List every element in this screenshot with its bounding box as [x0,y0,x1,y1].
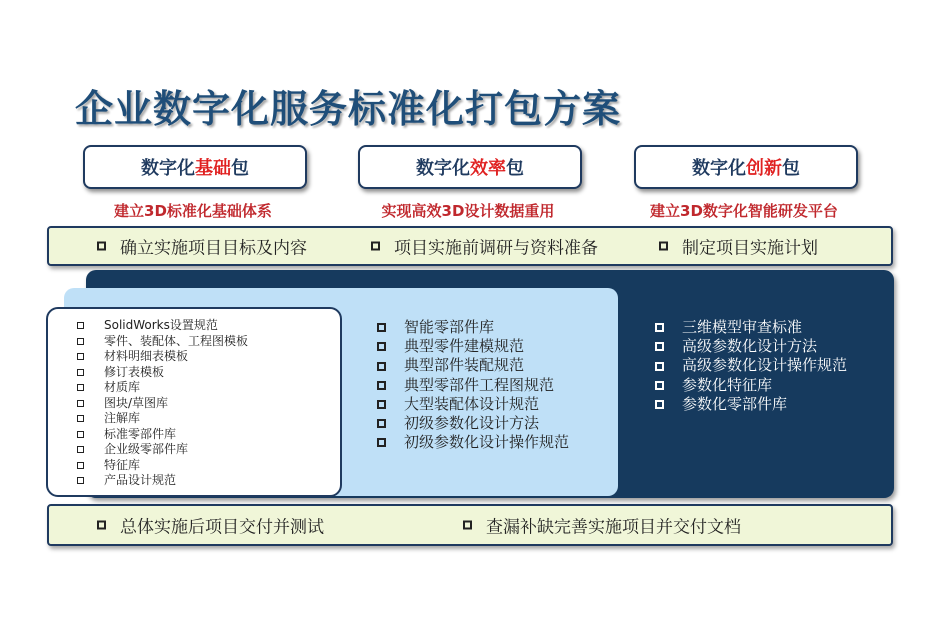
list-item [655,337,847,356]
checkbox-icon [377,342,386,351]
bottom-phase-band [47,504,893,546]
list-item-label: 高级参数化设计方法 [682,337,818,356]
checkbox-icon [77,462,84,469]
bottom-band-item-label: 查漏补缺完善实施项目并交付文档 [486,517,741,538]
checkbox-icon [377,419,386,428]
bottom-band-item [97,513,324,538]
list-item-label: 三维模型审查标准 [682,318,803,336]
package-efficiency-title [358,145,582,189]
package-highlight: 效率 [470,158,506,179]
list-item [377,414,569,433]
checkbox-icon [655,381,664,390]
list-item [377,318,569,337]
list-item-label: 参数化零部件库 [682,394,788,413]
package-prefix: 数字化 [692,158,746,179]
checkbox-icon [377,362,386,371]
list-item [377,356,569,375]
top-band-item-label: 制定项目实施计划 [682,238,818,259]
checkbox-icon [463,521,472,530]
top-band-item-label: 项目实施前调研与资料准备 [394,238,598,259]
list-item [77,396,248,412]
package-prefix: 数字化 [416,158,470,179]
list-item-label: 特征库 [104,457,141,472]
innovation-items-list [655,318,847,414]
checkbox-icon [377,438,386,447]
checkbox-icon [77,431,84,438]
list-item [655,395,847,414]
list-item [77,473,248,489]
package-highlight: 基础 [195,158,231,179]
checkbox-icon [655,400,664,409]
list-item-label: 图块/草图库 [104,395,169,410]
list-item [77,458,248,474]
checkbox-icon [77,477,84,484]
package-basic-title [83,145,307,189]
list-item [77,427,248,443]
list-item-label: 典型部件装配规范 [404,356,525,375]
list-item [655,376,847,395]
top-band-item [371,234,598,259]
list-item-label: 大型装配体设计规范 [404,394,540,413]
list-item [77,318,248,334]
bottom-band-item [463,513,741,538]
top-band-item [97,234,307,259]
top-band-item [659,234,818,259]
basic-items-list [77,318,248,489]
package-suffix: 包 [782,158,800,179]
list-item [77,380,248,396]
page-title: 企业数字化服务标准化打包方案 [75,87,622,131]
checkbox-icon [77,415,84,422]
package-suffix: 包 [506,158,524,179]
list-item [77,365,248,381]
checkbox-icon [377,323,386,332]
list-item-label: 零件、装配体、工程图模板 [104,333,249,348]
package-suffix: 包 [231,158,249,179]
checkbox-icon [377,381,386,390]
list-item-label: 高级参数化设计操作规范 [682,356,848,375]
list-item-label: 修订表模板 [104,364,165,379]
list-item-label: 初级参数化设计方法 [404,414,540,433]
package-innovation-title [634,145,858,189]
checkbox-icon [77,400,84,407]
list-item-label: 材料明细表模板 [104,349,189,363]
list-item [655,356,847,375]
list-item [77,334,248,350]
list-item-label: 智能零部件库 [404,318,495,336]
checkbox-icon [77,369,84,376]
list-item-label: 注解库 [104,411,141,425]
package-innovation-subtitle: 建立3D数字化智能研发平台 [650,202,838,220]
list-item [655,318,847,337]
package-basic-subtitle: 建立3D标准化基础体系 [114,202,272,220]
list-item [377,433,569,452]
bottom-band-item-label: 总体实施后项目交付并测试 [120,517,324,538]
checkbox-icon [77,446,84,453]
checkbox-icon [77,353,84,360]
checkbox-icon [655,362,664,371]
efficiency-items-list [377,318,569,452]
checkbox-icon [659,242,668,251]
list-item-label: 标准零部件库 [104,426,177,441]
checkbox-icon [371,242,380,251]
checkbox-icon [77,338,84,345]
checkbox-icon [77,384,84,391]
top-phase-band [47,226,893,266]
list-item [377,376,569,395]
list-item-label: 参数化特征库 [682,375,773,394]
list-item-label: 材质库 [104,380,141,394]
list-item-label: 典型零部件工程图规范 [404,375,555,394]
list-item [77,349,248,365]
list-item-label: SolidWorks设置规范 [104,318,218,332]
checkbox-icon [655,323,664,332]
top-band-item-label: 确立实施项目目标及内容 [120,238,307,259]
package-highlight: 创新 [746,158,782,179]
checkbox-icon [97,521,106,530]
list-item-label: 初级参数化设计操作规范 [404,433,570,452]
checkbox-icon [97,242,106,251]
list-item [77,411,248,427]
list-item [377,337,569,356]
checkbox-icon [77,322,84,329]
checkbox-icon [377,400,386,409]
list-item-label: 产品设计规范 [104,473,177,487]
package-efficiency-subtitle: 实现高效3D设计数据重用 [381,202,555,220]
list-item-label: 企业级零部件库 [104,442,189,456]
list-item [77,442,248,458]
package-prefix: 数字化 [141,158,195,179]
list-item [377,395,569,414]
checkbox-icon [655,342,664,351]
list-item-label: 典型零件建模规范 [404,337,525,356]
